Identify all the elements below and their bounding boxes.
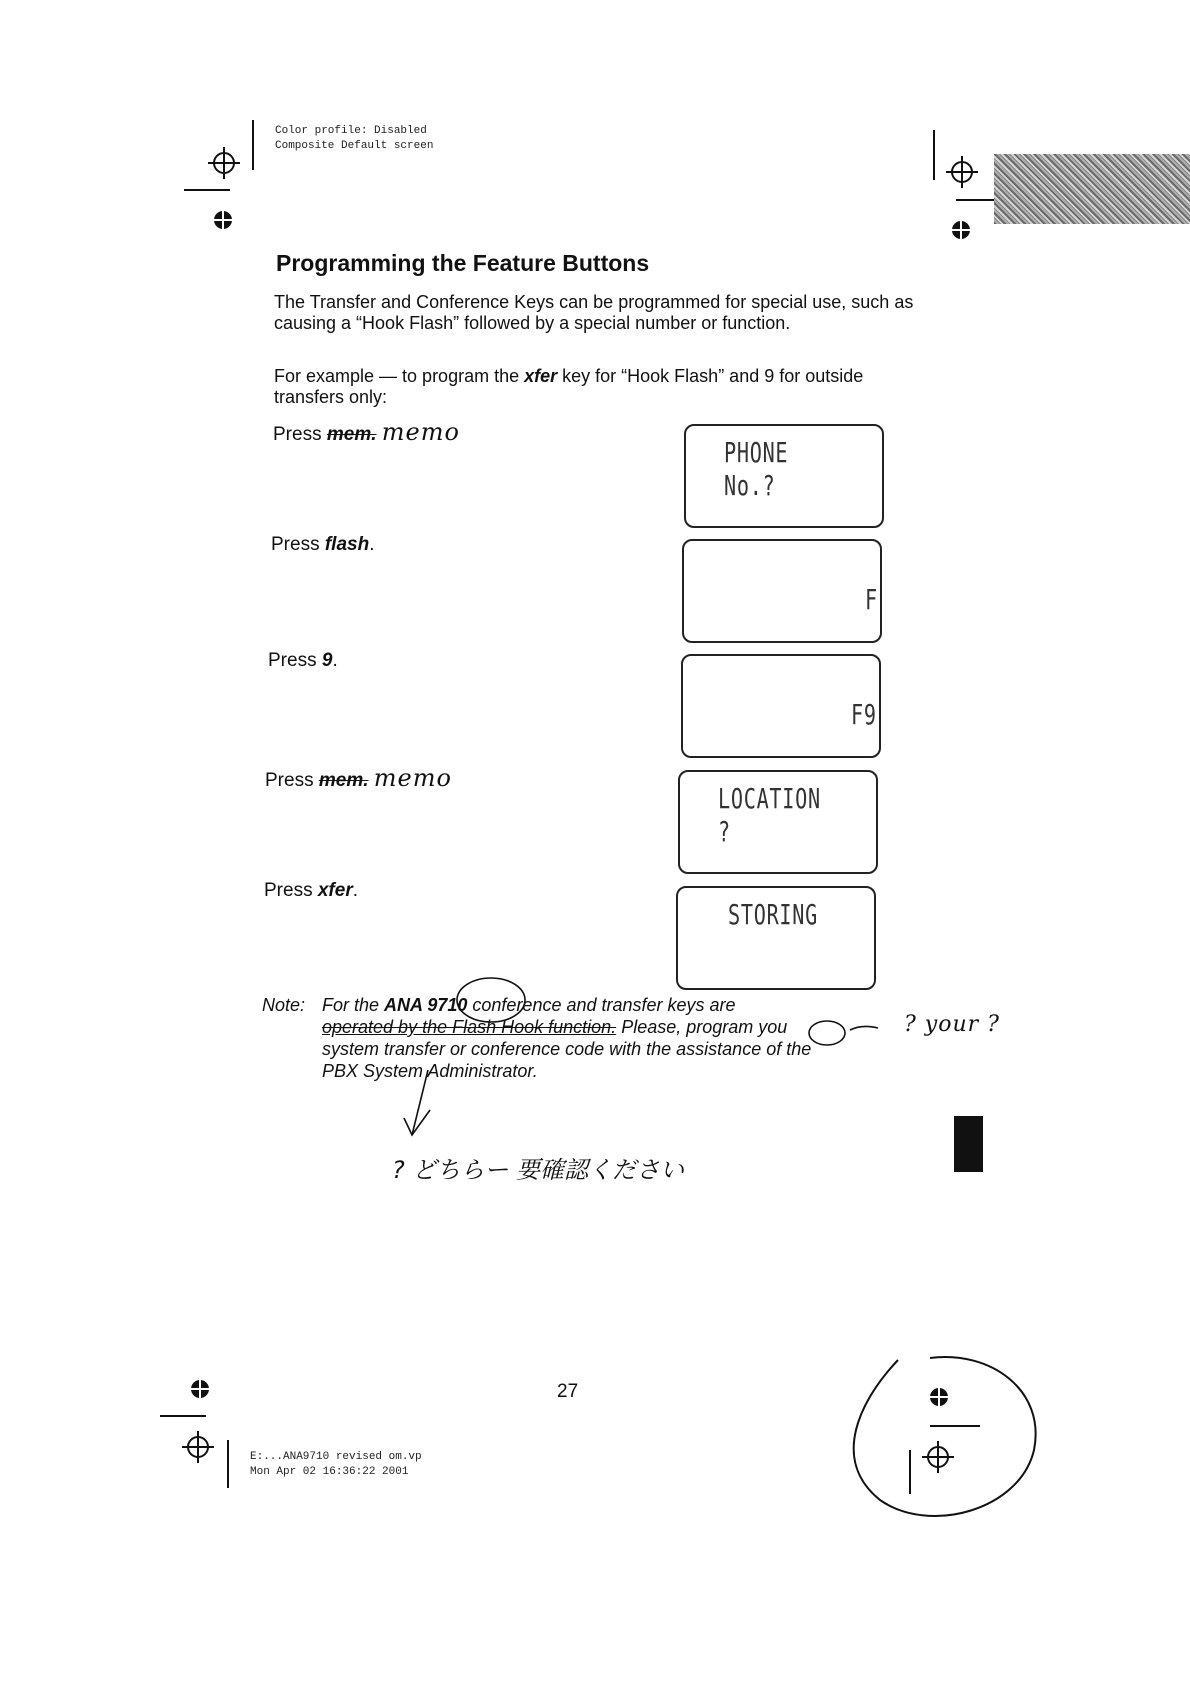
step-suffix: . <box>352 880 358 901</box>
step-key: flash <box>324 534 370 555</box>
step-press: Press <box>265 770 319 791</box>
black-mark <box>954 1116 983 1172</box>
lcd-text: STORING <box>728 898 819 931</box>
section-title: Programming the Feature Buttons <box>276 250 650 276</box>
note-line-3: system transfer or conference code with the assistance of the <box>322 1039 812 1059</box>
lcd-text: F9 <box>851 698 877 731</box>
lcd-text: PHONE No.? <box>724 436 789 502</box>
footer-date: Mon Apr 02 16:36:22 2001 <box>250 1466 409 1478</box>
step-key: xfer <box>317 880 353 901</box>
step-suffix: . <box>332 650 338 671</box>
note-line-4: PBX System Administrator. <box>322 1061 538 1081</box>
step-key: mem. <box>318 770 369 791</box>
step-press: Press <box>273 424 327 445</box>
margin-annotation: ? your ? <box>904 1012 1000 1037</box>
example-post: key for “Hook Flash” and 9 for outside transfers only: <box>274 366 864 407</box>
step-press: Press <box>271 534 325 555</box>
note-line-2: operated by the Flash Hook function. Please, program you <box>322 1017 788 1037</box>
note-line-1: For the ANA 9710 conference and transfer keys are <box>322 995 736 1015</box>
example-key: xfer <box>524 366 558 386</box>
note-label: Note: <box>262 995 306 1015</box>
step-press: Press <box>268 650 322 671</box>
step-suffix: . <box>369 534 375 555</box>
color-profile-text: Color profile: Disabled <box>275 125 427 137</box>
handwritten-correction: memo <box>373 764 452 792</box>
step-press: Press <box>264 880 318 901</box>
step-key: 9 <box>321 650 333 671</box>
step-key: mem. <box>326 424 377 445</box>
composite-text: Composite Default screen <box>275 140 434 152</box>
handwritten-correction: memo <box>381 418 460 446</box>
intro-paragraph: The Transfer and Conference Keys can be programmed for special use, such as causing a “Hook Flash” followed by a special number or function. <box>274 292 914 333</box>
footer-file: E:...ANA9710 revised om.vp <box>250 1451 422 1463</box>
example-pre: For example — to program the <box>274 366 525 386</box>
lcd-text: F <box>865 583 878 616</box>
lcd-text: LOCATION ? <box>718 782 821 848</box>
page-number: 27 <box>557 1381 579 1402</box>
bottom-annotation: ? どちらー 要確認ください <box>392 1156 684 1184</box>
print-footer <box>250 1450 422 1480</box>
